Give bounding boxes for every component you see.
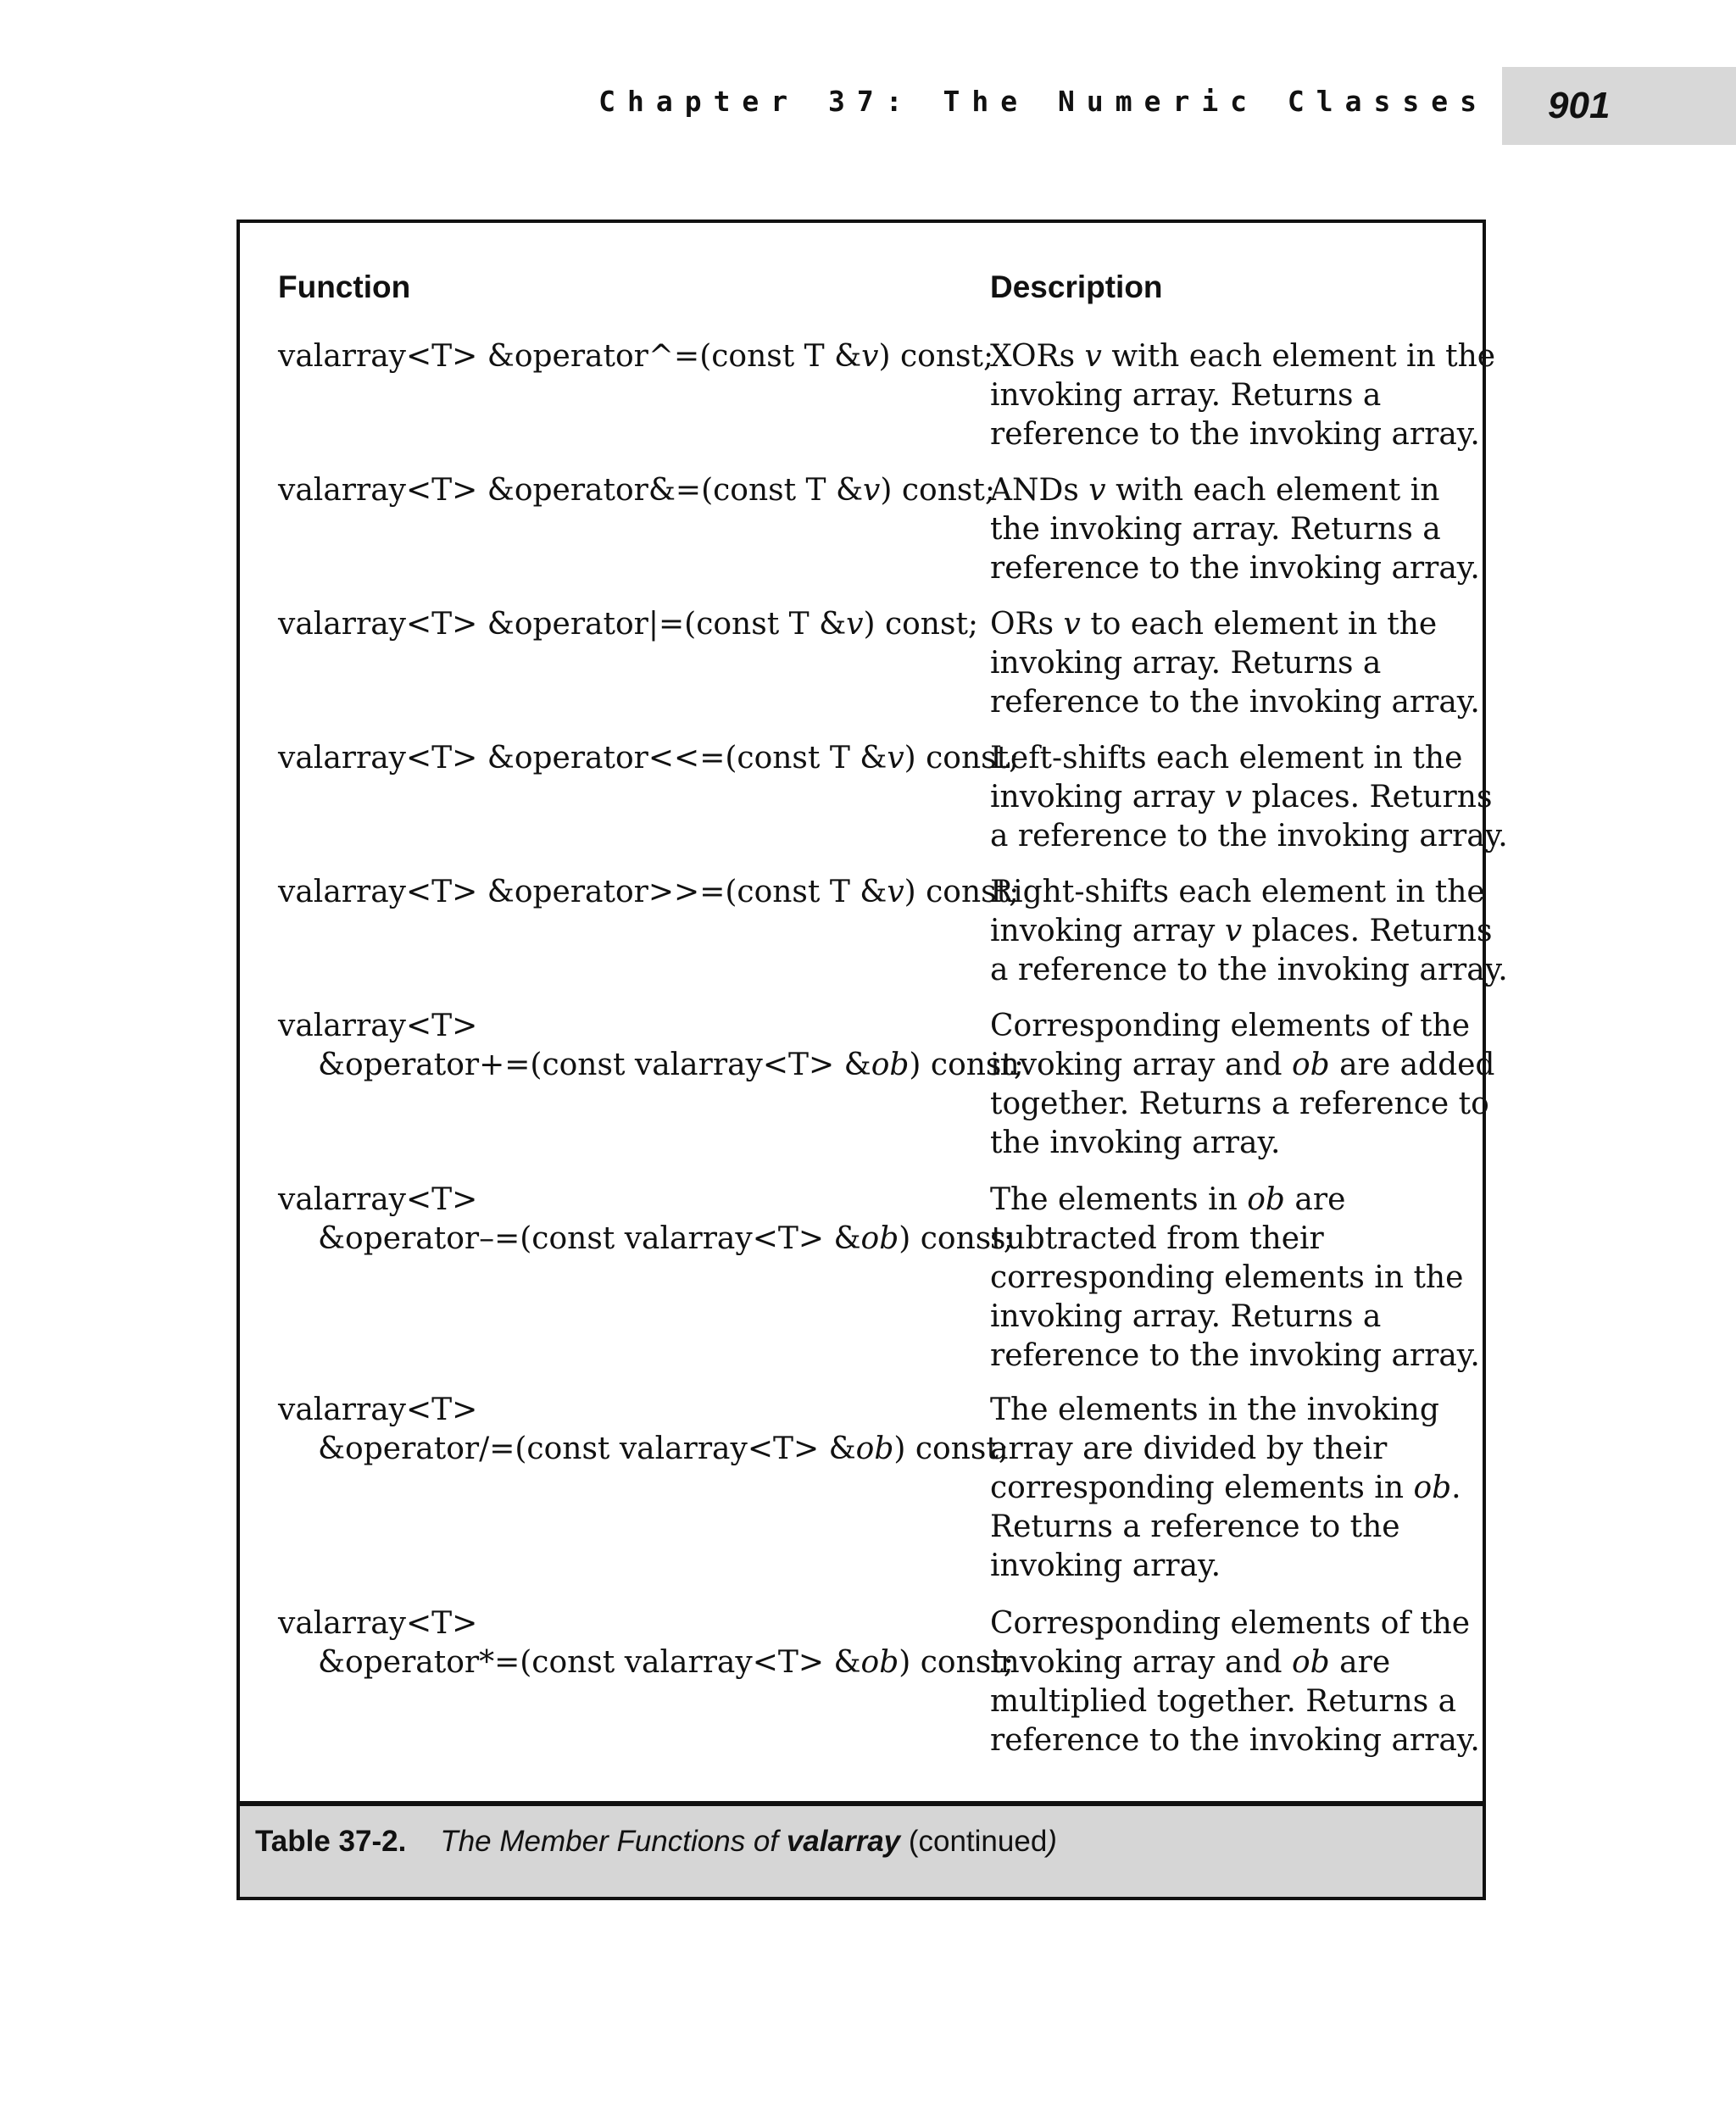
description-line xyxy=(990,1181,1482,1220)
text-run: a reference to the invoking array. xyxy=(990,819,1508,853)
italic-identifier: v xyxy=(1224,914,1243,948)
text-run: invoking array xyxy=(990,780,1225,814)
text-run: Corresponding elements of the xyxy=(990,1606,1471,1641)
description-line xyxy=(990,549,1482,588)
text-run: invoking array. xyxy=(990,1548,1221,1583)
text-run: &operator*=(const valarray<T> & xyxy=(318,1645,861,1680)
description-line xyxy=(990,778,1493,817)
italic-identifier: ob xyxy=(1291,1048,1330,1082)
italic-identifier: ob xyxy=(1247,1182,1285,1217)
text-run: ) const; xyxy=(899,1645,1014,1680)
italic-identifier: v xyxy=(1088,473,1106,508)
italic-identifier: ob xyxy=(860,1221,899,1256)
description-line xyxy=(990,1721,1482,1760)
description-line xyxy=(990,605,1482,644)
description-line xyxy=(990,1391,1482,1430)
text-run: ) const; xyxy=(904,741,1020,776)
text-run: corresponding elements in the xyxy=(990,1260,1464,1295)
description-line xyxy=(990,1508,1482,1547)
text-run: subtracted from their xyxy=(990,1221,1324,1256)
italic-identifier: ob xyxy=(1291,1645,1330,1680)
text-run: ) const; xyxy=(909,1048,1025,1082)
text-run: reference to the invoking array. xyxy=(990,685,1480,720)
description-line xyxy=(990,817,1508,856)
text-run: valarray<T> &operator^=(const T & xyxy=(278,339,862,374)
function-signature-line xyxy=(278,1046,1025,1085)
description-line xyxy=(990,912,1493,951)
function-signature-line xyxy=(278,1643,1014,1682)
text-run: ) const; xyxy=(893,1432,1009,1466)
italic-identifier: v xyxy=(863,473,881,508)
text-run: are added xyxy=(1329,1048,1495,1082)
text-run: array are divided by their xyxy=(990,1432,1388,1466)
text-run: valarray<T> xyxy=(278,1182,478,1217)
text-run: valarray<T> xyxy=(278,1393,478,1427)
description-line xyxy=(990,376,1482,415)
table-caption-label: Table 37-2. xyxy=(255,1825,407,1858)
page-number-box xyxy=(1502,67,1736,145)
function-description xyxy=(990,1391,1482,1586)
italic-identifier: v xyxy=(1224,780,1243,814)
function-description xyxy=(990,471,1482,588)
description-line xyxy=(990,1682,1482,1721)
text-run: reference to the invoking array. xyxy=(990,1723,1480,1758)
text-run: . xyxy=(1451,1470,1461,1505)
text-run: valarray<T> xyxy=(278,1009,478,1043)
description-line xyxy=(990,1046,1495,1085)
text-run: The elements in xyxy=(990,1182,1248,1217)
description-line xyxy=(990,510,1482,549)
description-line xyxy=(990,951,1508,990)
function-signature xyxy=(278,471,995,510)
text-run: are xyxy=(1329,1645,1391,1680)
description-line xyxy=(990,739,1482,778)
table-caption-keyword: valarray xyxy=(786,1825,901,1858)
text-run: corresponding elements in xyxy=(990,1470,1414,1505)
description-line xyxy=(990,1259,1482,1298)
function-signature xyxy=(278,873,1020,912)
text-run: &operator/=(const valarray<T> & xyxy=(318,1432,856,1466)
text-run: ) const; xyxy=(904,875,1020,909)
function-signature xyxy=(278,1181,1014,1259)
function-description xyxy=(990,873,1508,990)
function-signature-line xyxy=(278,471,995,510)
table-caption-title-close: ) xyxy=(1047,1825,1057,1858)
function-signature-line xyxy=(278,873,1020,912)
text-run: &operator+=(const valarray<T> & xyxy=(318,1048,871,1082)
text-run: ANDs xyxy=(990,473,1089,508)
function-signature-line xyxy=(278,1391,973,1430)
text-run: multiplied together. Returns a xyxy=(990,1684,1457,1719)
function-signature-line xyxy=(278,739,1020,778)
italic-identifier: v xyxy=(1084,339,1102,374)
text-run: Corresponding elements of the xyxy=(990,1009,1471,1043)
text-run: reference to the invoking array. xyxy=(990,417,1480,452)
text-run: invoking array. Returns a xyxy=(990,646,1382,681)
text-run: with each element in xyxy=(1105,473,1440,508)
table-caption-title-post: (continued xyxy=(900,1825,1048,1858)
function-signature xyxy=(278,739,1020,778)
page-number: 901 xyxy=(1548,85,1611,126)
text-run: Returns a reference to the xyxy=(990,1509,1400,1544)
function-signature xyxy=(278,1604,1014,1682)
function-signature-line xyxy=(278,605,979,644)
description-line xyxy=(990,1469,1482,1508)
text-run: The elements in the invoking xyxy=(990,1393,1439,1427)
text-run: invoking array xyxy=(990,914,1225,948)
description-line xyxy=(990,1547,1482,1586)
text-run: reference to the invoking array. xyxy=(990,551,1480,586)
italic-identifier: v xyxy=(861,339,879,374)
text-run: ORs xyxy=(990,607,1064,642)
description-line xyxy=(990,415,1482,454)
text-run: ) const; xyxy=(899,1221,1014,1256)
text-run: invoking array and xyxy=(990,1048,1292,1082)
text-run: &operator–=(const valarray<T> & xyxy=(318,1221,861,1256)
text-run: together. Returns a reference to xyxy=(990,1087,1489,1121)
function-signature-line xyxy=(278,1007,973,1046)
description-line xyxy=(990,1604,1482,1643)
table-caption xyxy=(255,1825,1057,1859)
description-line xyxy=(990,873,1485,912)
italic-identifier: ob xyxy=(855,1432,894,1466)
function-signature-line xyxy=(278,1430,1009,1469)
text-run: ) const; xyxy=(880,473,995,508)
running-header-title: Chapter 37: The Numeric Classes xyxy=(598,85,1488,118)
italic-identifier: ob xyxy=(1413,1470,1452,1505)
function-description xyxy=(990,1604,1482,1760)
function-signature xyxy=(278,337,994,376)
text-run: with each element in the xyxy=(1101,339,1496,374)
description-line xyxy=(990,1220,1482,1259)
description-line xyxy=(990,683,1482,722)
text-run: valarray<T> xyxy=(278,1606,478,1641)
table-body xyxy=(240,223,1508,1806)
function-description xyxy=(990,337,1496,454)
function-signature-line xyxy=(278,1220,1014,1259)
description-line xyxy=(990,1085,1489,1124)
description-line xyxy=(990,1007,1482,1046)
description-line xyxy=(990,1430,1482,1469)
text-run: places. Returns xyxy=(1242,780,1493,814)
italic-identifier: v xyxy=(1063,607,1081,642)
text-run: valarray<T> &operator<<=(const T & xyxy=(278,741,887,776)
italic-identifier: ob xyxy=(860,1645,899,1680)
description-line xyxy=(990,644,1482,683)
function-signature-line xyxy=(278,337,994,376)
column-header-description: Description xyxy=(990,270,1163,304)
table-caption-bar xyxy=(240,1801,1483,1897)
text-run: are xyxy=(1284,1182,1346,1217)
text-run: invoking array and xyxy=(990,1645,1292,1680)
function-description xyxy=(990,605,1482,722)
function-signature xyxy=(278,605,979,644)
description-line xyxy=(990,471,1482,510)
member-functions-table xyxy=(236,220,1508,1900)
text-run: reference to the invoking array. xyxy=(990,1338,1480,1373)
function-signature-line xyxy=(278,1181,973,1220)
text-run: to each element in the xyxy=(1080,607,1438,642)
table-caption-title-pre: The Member Functions of xyxy=(440,1825,787,1858)
text-run: valarray<T> &operator|=(const T & xyxy=(278,607,847,642)
text-run: valarray<T> &operator>>=(const T & xyxy=(278,875,887,909)
function-signature-line xyxy=(278,1604,973,1643)
italic-identifier: v xyxy=(846,607,864,642)
description-line xyxy=(990,1643,1482,1682)
text-run: invoking array. Returns a xyxy=(990,378,1382,413)
text-run: places. Returns xyxy=(1242,914,1493,948)
function-description xyxy=(990,1007,1495,1163)
text-run: the invoking array. xyxy=(990,1126,1281,1160)
text-run: ) const; xyxy=(863,607,979,642)
text-run: a reference to the invoking array. xyxy=(990,953,1508,987)
description-line xyxy=(990,1337,1482,1376)
text-run: Right-shifts each element in the xyxy=(990,875,1485,909)
description-line xyxy=(990,1124,1482,1163)
text-run: ) const; xyxy=(878,339,994,374)
italic-identifier: v xyxy=(887,741,904,776)
text-run: the invoking array. Returns a xyxy=(990,512,1441,547)
function-signature xyxy=(278,1391,1009,1469)
text-run: XORs xyxy=(990,339,1085,374)
function-description xyxy=(990,739,1508,856)
function-description xyxy=(990,1181,1482,1376)
text-run: valarray<T> &operator&=(const T & xyxy=(278,473,864,508)
italic-identifier: v xyxy=(887,875,904,909)
description-line xyxy=(990,1298,1482,1337)
column-header-function: Function xyxy=(278,270,411,304)
text-run: invoking array. Returns a xyxy=(990,1299,1382,1334)
italic-identifier: ob xyxy=(871,1048,910,1082)
function-signature xyxy=(278,1007,1025,1085)
description-line xyxy=(990,337,1496,376)
text-run: Left-shifts each element in the xyxy=(990,741,1463,776)
